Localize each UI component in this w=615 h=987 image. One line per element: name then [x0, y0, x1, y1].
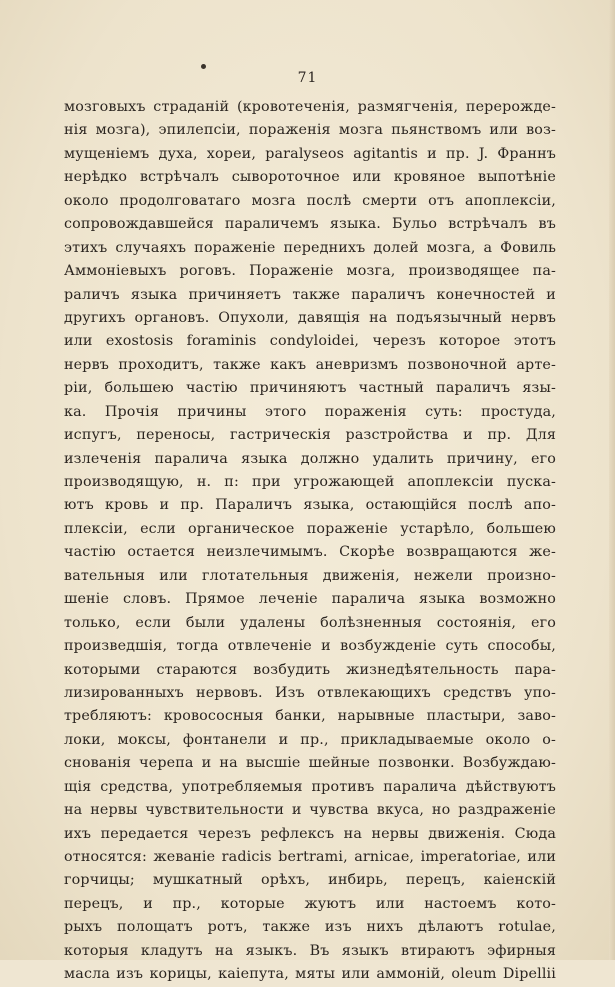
text-line: которыми стараются возбудить жизнедѣятельность пара-: [64, 661, 556, 678]
text-line: лизированныхъ нервовъ. Изъ отвлекающихъ средствъ упо-: [64, 684, 556, 701]
text-line: вательныя или глотательныя движенія, нежели произно-: [64, 567, 556, 584]
text-line: ютъ кровь и пр. Параличъ языка, остающійся послѣ апо-: [64, 497, 556, 514]
text-line: требляютъ: кровососныя банки, нарывные пластыри, заво-: [64, 708, 556, 725]
text-line: сопровождавшейся параличемъ языка. Бульо встрѣчалъ въ: [64, 216, 556, 233]
text-line: локи, моксы, фонтанели и пр., прикладываемые около о-: [64, 731, 556, 748]
text-line: частію остается неизлечимымъ. Скорѣе возвращаются же-: [64, 544, 556, 561]
text-line: которыя кладутъ на языкъ. Въ языкъ втираютъ эфирныя: [64, 942, 556, 959]
text-line: нія мозга), эпилепсіи, пораженія мозга пьянствомъ или воз-: [64, 122, 556, 139]
text-line: производящую, н. п: при угрожающей апоплексіи пуска-: [64, 474, 556, 490]
page-edge-shadow: [609, 0, 615, 960]
text-line: около продолговатаго мозга послѣ смерти отъ апоплексіи,: [64, 192, 556, 209]
text-line: нерѣдко встрѣчалъ сывороточное или кровяное выпотѣніе: [64, 169, 556, 186]
text-line: ка. Прочія причины этого пораженія суть: простуда,: [64, 403, 556, 420]
text-line: ихъ передается черезъ рефлексъ на нервы движенія. Сюда: [64, 825, 556, 842]
text-line: излеченія паралича языка должно удалить причину, его: [64, 450, 556, 467]
text-line: рыхъ полощатъ ротъ, также изъ нихъ дѣлаютъ rotulae,: [64, 919, 556, 936]
text-line: относятся: жеваніе radicis bertrami, arnicae, imperatoriae, или: [64, 849, 556, 865]
text-line: на нервы чувствительности и чувства вкуса, но раздраженіе: [64, 802, 556, 819]
text-line: нервъ проходитъ, также какъ аневризмъ позвоночной арте-: [64, 356, 556, 373]
text-line: только, если были удалены болѣзненныя состоянія, его: [64, 614, 556, 631]
text-line: щія средства, употребляемыя противъ паралича дѣйствуютъ: [64, 778, 556, 795]
text-line: шеніе словъ. Прямое леченіе паралича языка возможно: [64, 591, 556, 608]
body-text: [64, 96, 556, 987]
text-line: снованія черепа и на высшіе шейные позвонки. Возбуждаю-: [64, 755, 556, 772]
text-line: мущеніемъ духа, хореи, paralyseos agitantis и пр. J. Франнъ: [64, 145, 556, 162]
text-line: горчицы; мушкатный орѣхъ, инбирь, перецъ, каіенскій: [64, 872, 556, 889]
text-line: испугъ, переносы, гастрическія разстройства и пр. Для: [64, 427, 556, 444]
text-line: ріи, большею частію причиняютъ частный параличъ язы-: [64, 380, 556, 397]
text-line: или exostosis foraminis condyloidei, черезъ которое этотъ: [64, 333, 556, 350]
text-line: плексіи, если органическое пораженіе устарѣло, большею: [64, 520, 556, 537]
text-line: произведшія, тогда отвлеченіе и возбужденіе суть способы,: [64, 638, 556, 655]
page-number: 71: [297, 70, 318, 86]
text-line: этихъ случаяхъ пораженіе переднихъ долей мозга, а Фовиль: [64, 239, 556, 256]
text-line: другихъ органовъ. Опухоли, давящія на подъязычный нервъ: [64, 309, 556, 326]
text-line: раличъ языка причиняетъ также параличъ конечностей и: [64, 286, 556, 303]
text-line: масла изъ корицы, каіепута, мяты или аммоній, oleum Dipellii: [64, 966, 556, 983]
text-line: Аммоніевыхъ роговъ. Пораженіе мозга, производящее па-: [64, 263, 556, 280]
text-line: мозговыхъ страданій (кровотеченія, размягченія, перерожде-: [64, 99, 556, 115]
ink-blot: [201, 64, 206, 69]
text-line: перецъ, и пр., которые жуютъ или настоемъ кото-: [64, 895, 556, 912]
